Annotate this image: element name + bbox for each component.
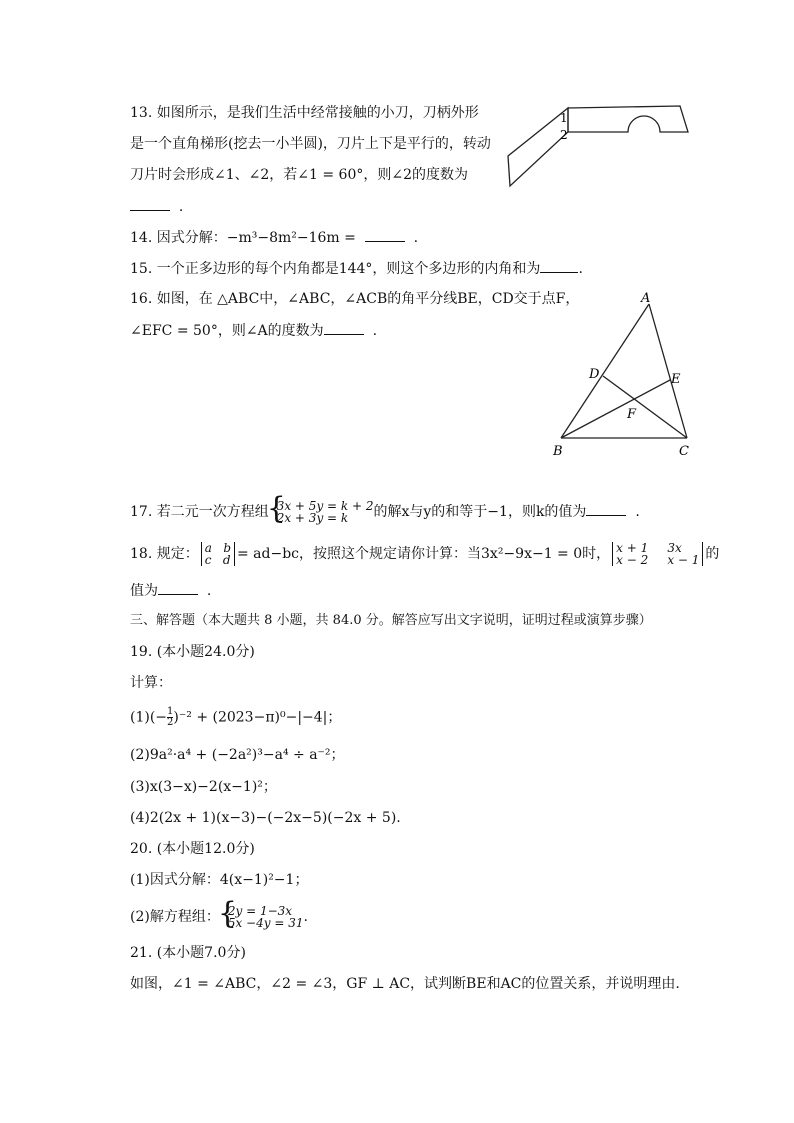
q14-text: 14. 因式分解：−m³−8m²−16m = <box>130 230 356 246</box>
q20-eq1: { 2y = 1−3x <box>227 904 293 918</box>
q19-p1-b: )⁻² + (2023−π)⁰−|−4|； <box>173 709 342 726</box>
answer-blank[interactable] <box>365 227 405 242</box>
frac-den: 2 <box>167 717 174 728</box>
q13-line-2: 是一个直角梯形(挖去一小半圆)，刀片上下是平行的，转动 <box>130 136 491 152</box>
frac-num: 1 <box>167 706 174 717</box>
det2-row1: x + 1 3x <box>616 541 682 555</box>
q19-part-2: (2)9a²·a⁴ + (−2a²)³−a⁴ ÷ a⁻²； <box>130 747 345 763</box>
determinant-abcd <box>201 542 235 566</box>
q18-post: 的 <box>705 546 720 562</box>
q16-text: ∠EFC = 50°，则∠A的度数为 <box>130 323 324 339</box>
det1-row1: a b <box>204 541 231 555</box>
answer-blank[interactable] <box>586 501 626 516</box>
point-b-label: B <box>553 444 563 459</box>
q17-post: 的解x与y的和等于−1，则k的值为 <box>373 504 587 520</box>
q14-line <box>130 227 418 248</box>
q17-eq2: 2x + 3y = k <box>276 511 349 525</box>
q18-mid: = ad−bc，按照这个规定请你计算：当3x²−9x−1 = 0时， <box>237 546 611 562</box>
q15-text: 15. 一个正多边形的每个内角都是144°，则这个多边形的内角和为 <box>130 261 541 277</box>
q18-l2: 值为 <box>130 583 158 599</box>
section-heading: 三、解答题（本大题共 8 小题，共 84.0 分。解答应写出文字说明，证明过程或演算步骤） <box>130 613 652 628</box>
q15-end: . <box>578 261 583 277</box>
q14-end: . <box>413 230 419 246</box>
determinant-x <box>612 542 703 566</box>
q21-text: 如图，∠1 = ∠ABC，∠2 = ∠3，GF ⊥ AC，试判断BE和AC的位置关系，并说明理由. <box>130 976 680 992</box>
point-e-label: E <box>671 372 681 387</box>
answer-blank[interactable] <box>158 580 198 595</box>
q20-part-1: (1)因式分解：4(x−1)²−1； <box>130 872 309 888</box>
q20-head: 20. (本小题12.0分) <box>130 841 255 857</box>
q17-line <box>130 500 640 524</box>
q17-eq1: { 3x + 5y = k + 2 <box>276 499 374 513</box>
q18-pre: 18. 规定： <box>130 546 199 562</box>
q20-p2-pre: (2)解方程组： <box>130 909 220 925</box>
answer-blank[interactable] <box>130 196 170 211</box>
q13-line-4 <box>130 196 183 217</box>
point-a-label: A <box>641 291 651 306</box>
q16-end: . <box>372 323 378 339</box>
q13-end: . <box>178 199 184 215</box>
q16-line-2 <box>130 320 377 341</box>
point-f-label: F <box>627 407 637 422</box>
q19-p1-a: (1)(− <box>130 709 168 726</box>
q18-line-2 <box>130 580 211 601</box>
equation-system <box>269 500 374 524</box>
equation-system <box>220 905 304 929</box>
point-c-label: C <box>679 444 689 459</box>
q19-intro: 计算： <box>130 675 172 691</box>
q18-line-1 <box>130 542 719 566</box>
q15-line <box>130 258 583 279</box>
q21-head: 21. (本小题7.0分) <box>130 945 246 961</box>
det2-row2: x − 2 x − 1 <box>616 553 700 567</box>
q20-p2-post: . <box>303 909 308 925</box>
q17-end: . <box>635 504 640 520</box>
det1-row2: c d <box>204 553 231 567</box>
answer-blank[interactable] <box>540 258 578 273</box>
q19-head: 19. (本小题24.0分) <box>130 644 255 660</box>
q19-part-4: (4)2(2x + 1)(x−3)−(−2x−5)(−2x + 5). <box>130 810 401 826</box>
q16-line-1: 16. 如图，在 △ABC中，∠ABC，∠ACB的角平分线BE，CD交于点F， <box>130 291 580 307</box>
q18-end: . <box>206 583 212 599</box>
point-d-label: D <box>589 367 600 382</box>
q19-part-1 <box>130 707 341 728</box>
q19-part-3: (3)x(3−x)−2(x−1)²； <box>130 779 277 795</box>
triangle-figure <box>545 288 705 463</box>
knife-figure <box>500 98 695 193</box>
q20-eq2: 5x −4y = 31 <box>227 916 304 930</box>
angle-1-label: 1 <box>560 111 568 125</box>
q17-pre: 17. 若二元一次方程组 <box>130 504 269 520</box>
q13-line-3: 刀片时会形成∠1、∠2，若∠1 = 60°，则∠2的度数为 <box>130 167 468 183</box>
q20-part-2 <box>130 905 308 929</box>
q13-line-1: 13. 如图所示，是我们生活中经常接触的小刀，刀柄外形 <box>130 105 479 121</box>
answer-blank[interactable] <box>324 320 364 335</box>
angle-2-label: 2 <box>560 128 568 142</box>
